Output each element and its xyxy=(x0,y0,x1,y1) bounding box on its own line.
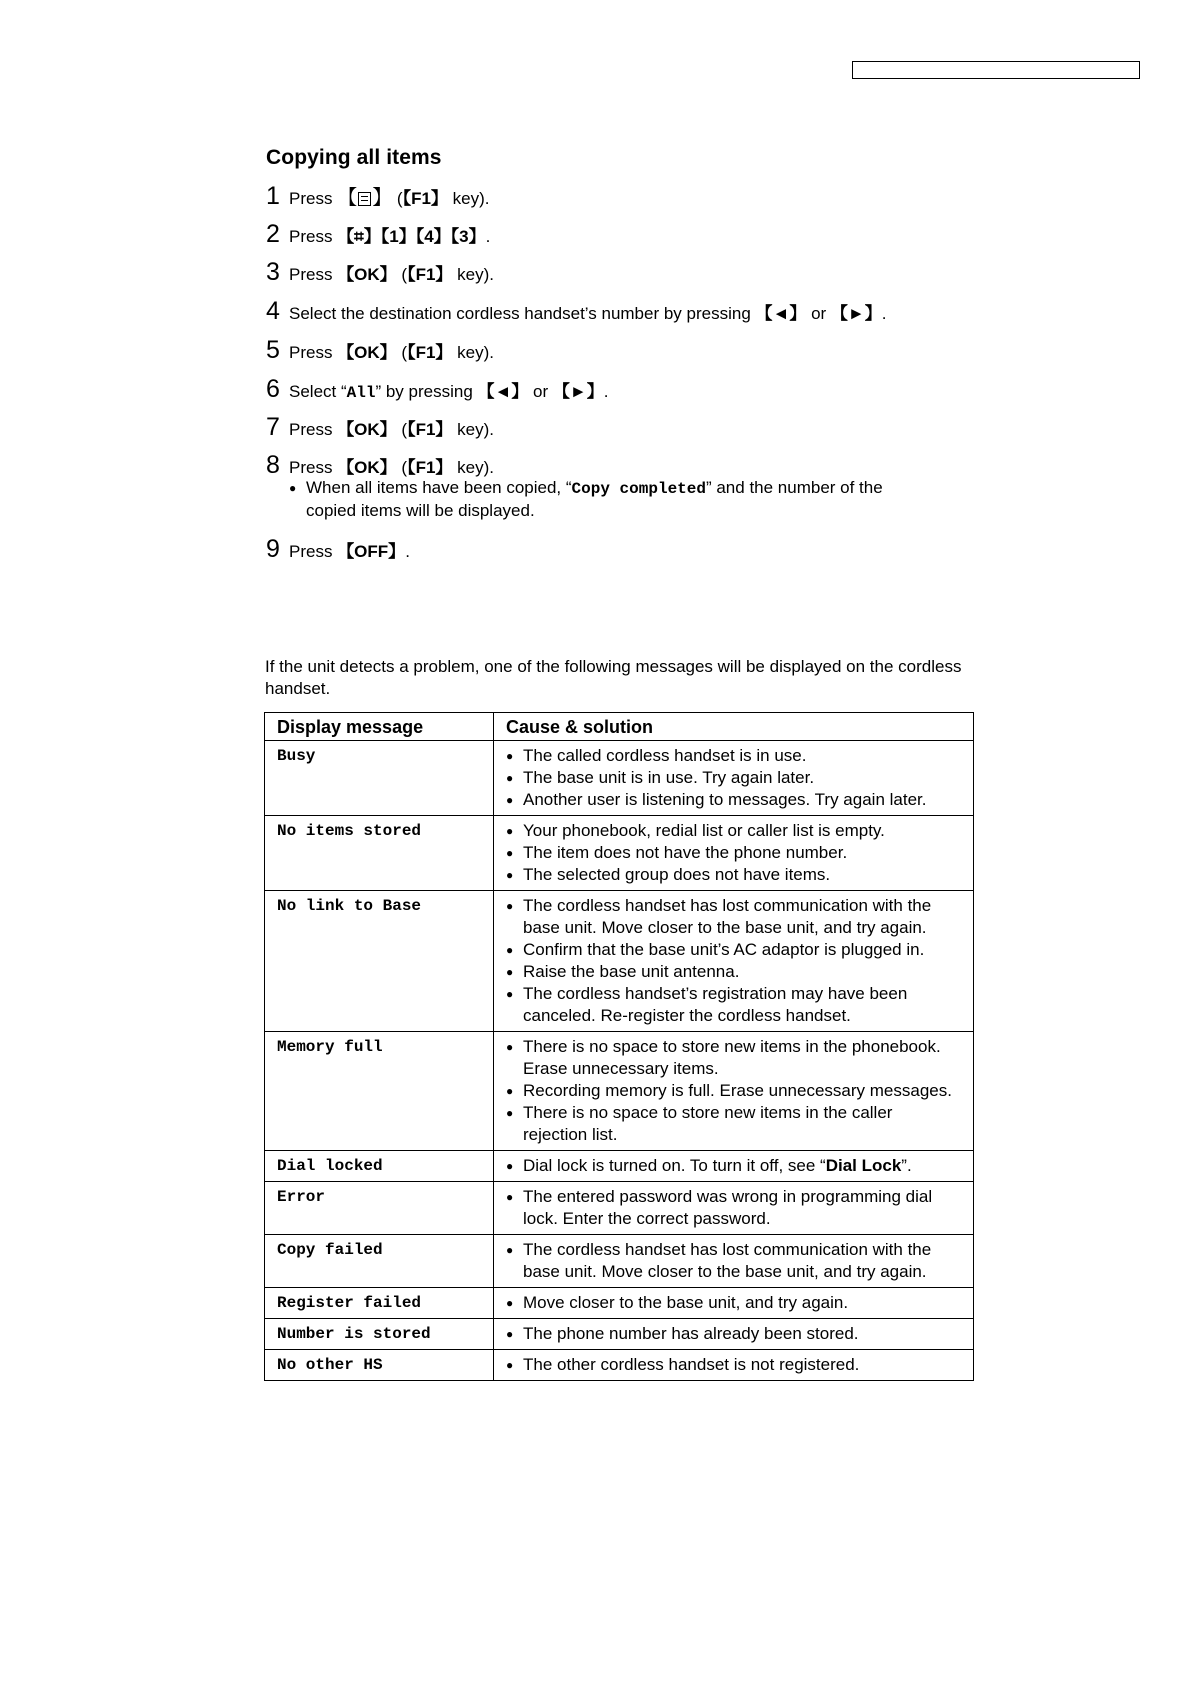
display-message: Error xyxy=(265,1182,494,1235)
key-sequence: 【⌗】【1】【4】【3】 xyxy=(337,227,486,246)
cause-item: ● Your phonebook, redial list or caller list is empty. xyxy=(506,820,961,842)
cause-item: ● Dial lock is turned on. To turn it off, see “Dial Lock”. xyxy=(506,1155,961,1177)
cause-item: ● The called cordless handset is in use. xyxy=(506,745,961,767)
step-8: 8 Press 【OK】 (【F1】 key). xyxy=(266,451,494,479)
cause-item: ● The cordless handset has lost communication with the base unit. Move closer to the base unit, and try again. xyxy=(506,895,961,939)
step-4: 4 Select the destination cordless handset’s number by pressing 【◄】 or 【►】. xyxy=(266,297,887,325)
right-arrow-key: 【►】 xyxy=(830,304,882,323)
step-9: 9 Press 【OFF】. xyxy=(266,535,410,563)
table-row xyxy=(265,1288,974,1319)
cause-item: ● The cordless handset’s registration may have been canceled. Re-register the cordless handset. xyxy=(506,983,961,1027)
step-number: 7 xyxy=(266,413,280,441)
menu-icon xyxy=(358,192,371,206)
cause-item: ● The cordless handset has lost communication with the base unit. Move closer to the base unit, and try again. xyxy=(506,1239,961,1283)
cause-item: ● Move closer to the base unit, and try again. xyxy=(506,1292,961,1314)
table-row xyxy=(265,1319,974,1350)
display-message: Busy xyxy=(265,741,494,816)
display-message: No other HS xyxy=(265,1350,494,1381)
table-row xyxy=(265,816,974,891)
table-row xyxy=(265,1235,974,1288)
table-row xyxy=(265,741,974,816)
display-message: Copy failed xyxy=(265,1235,494,1288)
cause-item: ● The entered password was wrong in programming dial lock. Enter the correct password. xyxy=(506,1186,961,1230)
cause-item: ● Another user is listening to messages. Try again later. xyxy=(506,789,961,811)
cause-item: ● There is no space to store new items in the caller rejection list. xyxy=(506,1102,961,1146)
display-message: No items stored xyxy=(265,816,494,891)
step-number: 4 xyxy=(266,297,280,325)
right-arrow-key: 【►】 xyxy=(552,382,604,401)
cause-item: ● The selected group does not have items. xyxy=(506,864,961,886)
step-number: 3 xyxy=(266,258,280,286)
step-3: 3 Press 【OK】 (【F1】 key). xyxy=(266,258,494,286)
cause-item: ● The base unit is in use. Try again later. xyxy=(506,767,961,789)
display-message: Number is stored xyxy=(265,1319,494,1350)
display-message: Register failed xyxy=(265,1288,494,1319)
table-row xyxy=(265,1032,974,1151)
step-number: 2 xyxy=(266,220,280,248)
dial-lock-reference: Dial Lock xyxy=(825,1156,902,1175)
step-number: 1 xyxy=(266,182,280,210)
step-7: 7 Press 【OK】 (【F1】 key). xyxy=(266,413,494,441)
table-row xyxy=(265,891,974,1032)
step-5: 5 Press 【OK】 (【F1】 key). xyxy=(266,336,494,364)
intro-paragraph: If the unit detects a problem, one of the following messages will be displayed on the cordless handset. xyxy=(265,657,962,698)
cause-item: ● There is no space to store new items in the phonebook. Erase unnecessary items. xyxy=(506,1036,961,1080)
section-title: Copying all items xyxy=(266,146,442,169)
step-number: 8 xyxy=(266,451,280,479)
display-message: Dial locked xyxy=(265,1151,494,1182)
cause-item: ● Confirm that the base unit’s AC adaptor is plugged in. xyxy=(506,939,961,961)
left-arrow-key: 【◄】 xyxy=(477,382,529,401)
table-row xyxy=(265,1151,974,1182)
cause-item: ● Raise the base unit antenna. xyxy=(506,961,961,983)
error-message-table xyxy=(264,712,974,1381)
display-message: No link to Base xyxy=(265,891,494,1032)
display-message: Memory full xyxy=(265,1032,494,1151)
step-2: 2 Press 【⌗】【1】【4】【3】. xyxy=(266,220,491,248)
left-arrow-key: 【◄】 xyxy=(755,304,807,323)
column-header: Display message xyxy=(265,713,494,741)
cause-item: ● The phone number has already been stored. xyxy=(506,1323,961,1345)
table-header-row xyxy=(265,713,974,741)
step-number: 6 xyxy=(266,375,280,403)
table-row xyxy=(265,1182,974,1235)
step-number: 9 xyxy=(266,535,280,563)
cause-item: ● The other cordless handset is not registered. xyxy=(506,1354,961,1376)
step-number: 5 xyxy=(266,336,280,364)
step-1: 1 Press 【 】 (【F1】 key). xyxy=(266,182,490,210)
header-box xyxy=(852,61,1140,79)
cause-item: ● Recording memory is full. Erase unnecessary messages. xyxy=(506,1080,961,1102)
cause-item: ● The item does not have the phone number. xyxy=(506,842,961,864)
step-6: 6 Select “All” by pressing 【◄】 or 【►】. xyxy=(266,375,609,403)
table-row xyxy=(265,1350,974,1381)
step-8-note: ● When all items have been copied, “Copy completed” and the number of the copied items will be displayed. xyxy=(289,477,929,522)
column-header: Cause & solution xyxy=(494,713,974,741)
